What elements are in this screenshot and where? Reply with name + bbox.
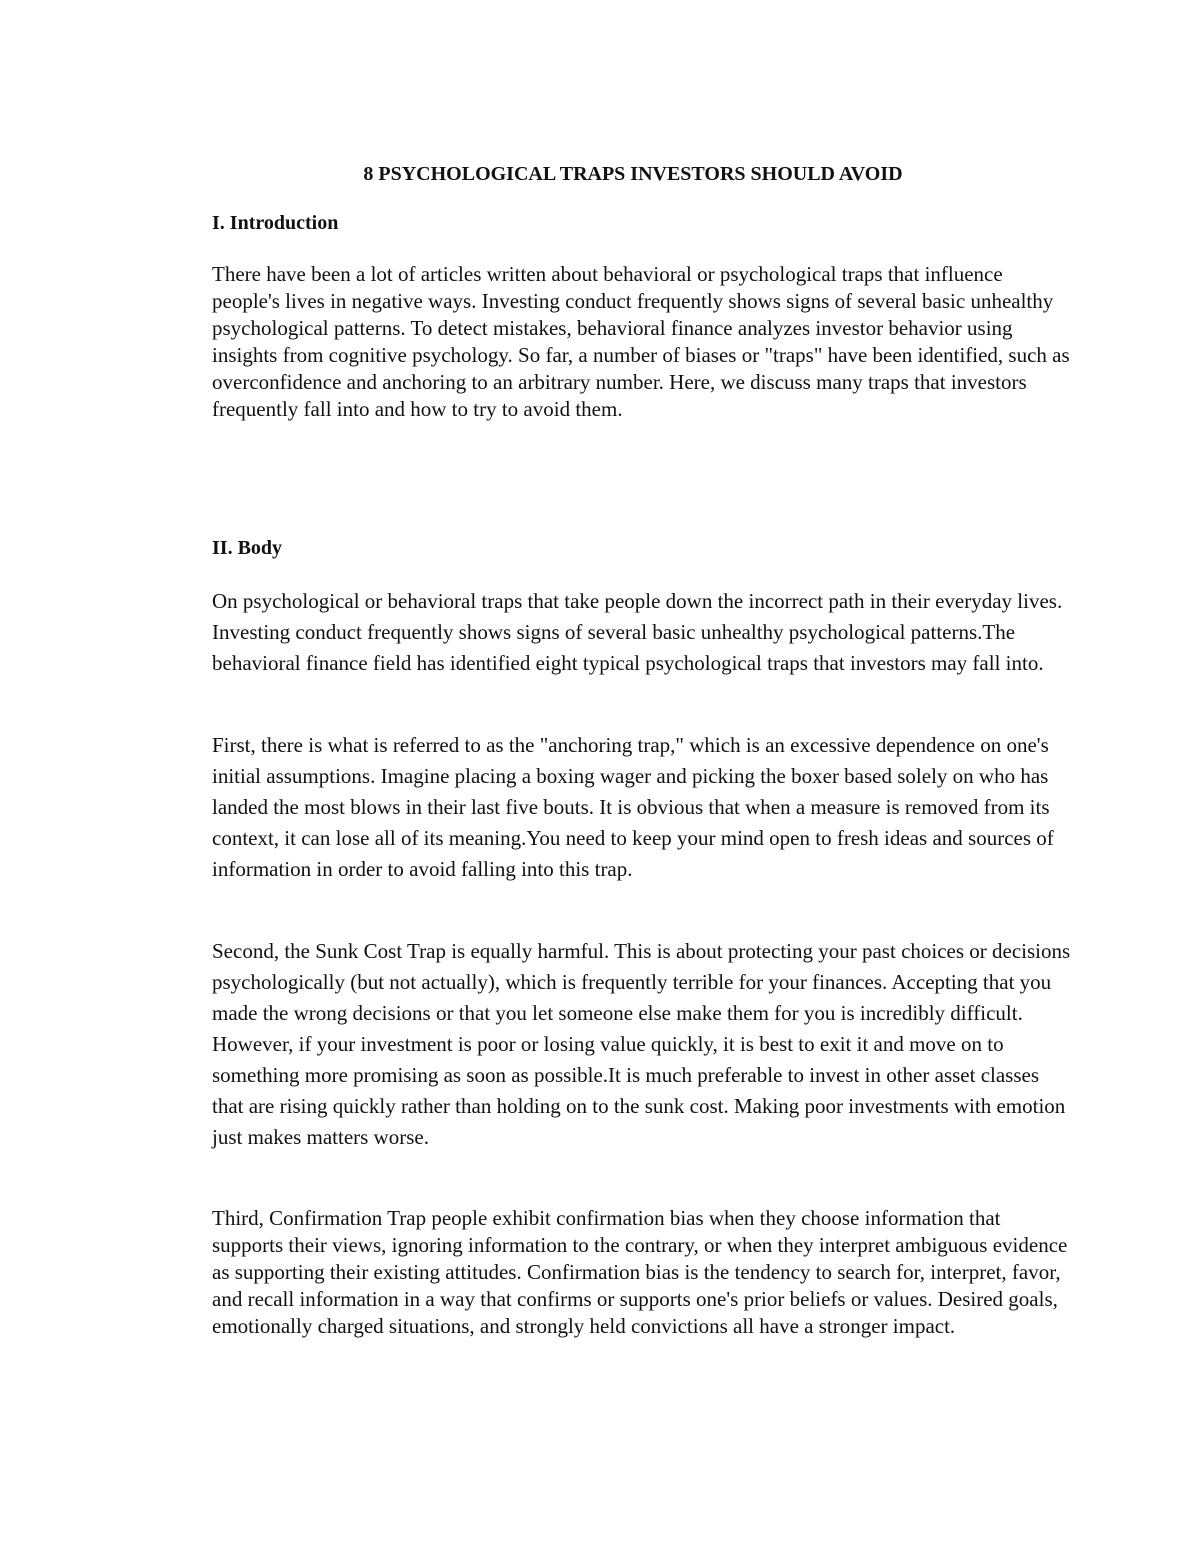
body-heading: II. Body [212,537,283,559]
body-paragraph-sunk-cost-trap: Second, the Sunk Cost Trap is equally harmful. This is about protecting your past choices or decisions psychologically (but not actually), which is frequently terrible for your finances. Accepting that you made the wrong decisions or that you let someone else make them for you is incredibly difficult. However, if your investment is poor or losing value quickly, it is best to exit it and move on to something more promising as soon as possible.It is much preferable to invest in other asset classes that are rising quickly rather than holding on to the sunk cost. Making poor investments with emotion just makes matters worse. [212,939,1071,1149]
document-title: 8 PSYCHOLOGICAL TRAPS INVESTORS SHOULD AVOID [363,163,903,185]
introduction-heading: I. Introduction [212,212,339,234]
body-paragraph-confirmation-trap: Third, Confirmation Trap people exhibit confirmation bias when they choose information that supports their views, ignoring information to the contrary, or when they interpret ambiguous evidence as supporting their existing attitudes. Confirmation bias is the tendency to search for, interpret, favor, and recall information in a way that confirms or supports one's prior beliefs or values. Desired goals, emotionally charged situations, and strongly held convictions all have a stronger impact. [212,1206,1068,1338]
body-paragraph-anchoring-trap: First, there is what is referred to as the "anchoring trap," which is an excessive dependence on one's initial assumptions. Imagine placing a boxing wager and picking the boxer based solely on who has landed the most blows in their last five bouts. It is obvious that when a measure is removed from its context, it can lose all of its meaning.You need to keep your mind open to fresh ideas and sources of information in order to avoid falling into this trap. [212,733,1054,881]
introduction-paragraph: There have been a lot of articles written about behavioral or psychological traps that influence people's lives in negative ways. Investing conduct frequently shows signs of several basic unhealthy psychological patterns. To detect mistakes, behavioral finance analyzes investor behavior using insights from cognitive psychology. So far, a number of biases or "traps" have been identified, such as overconfidence and anchoring to an arbitrary number. Here, we discuss many traps that investors frequently fall into and how to try to avoid them. [212,262,1070,421]
body-paragraph-overview: On psychological or behavioral traps that take people down the incorrect path in their everyday lives. Investing conduct frequently shows signs of several basic unhealthy psychological patterns.The behavioral finance field has identified eight typical psychological traps that investors may fall into. [212,589,1063,675]
